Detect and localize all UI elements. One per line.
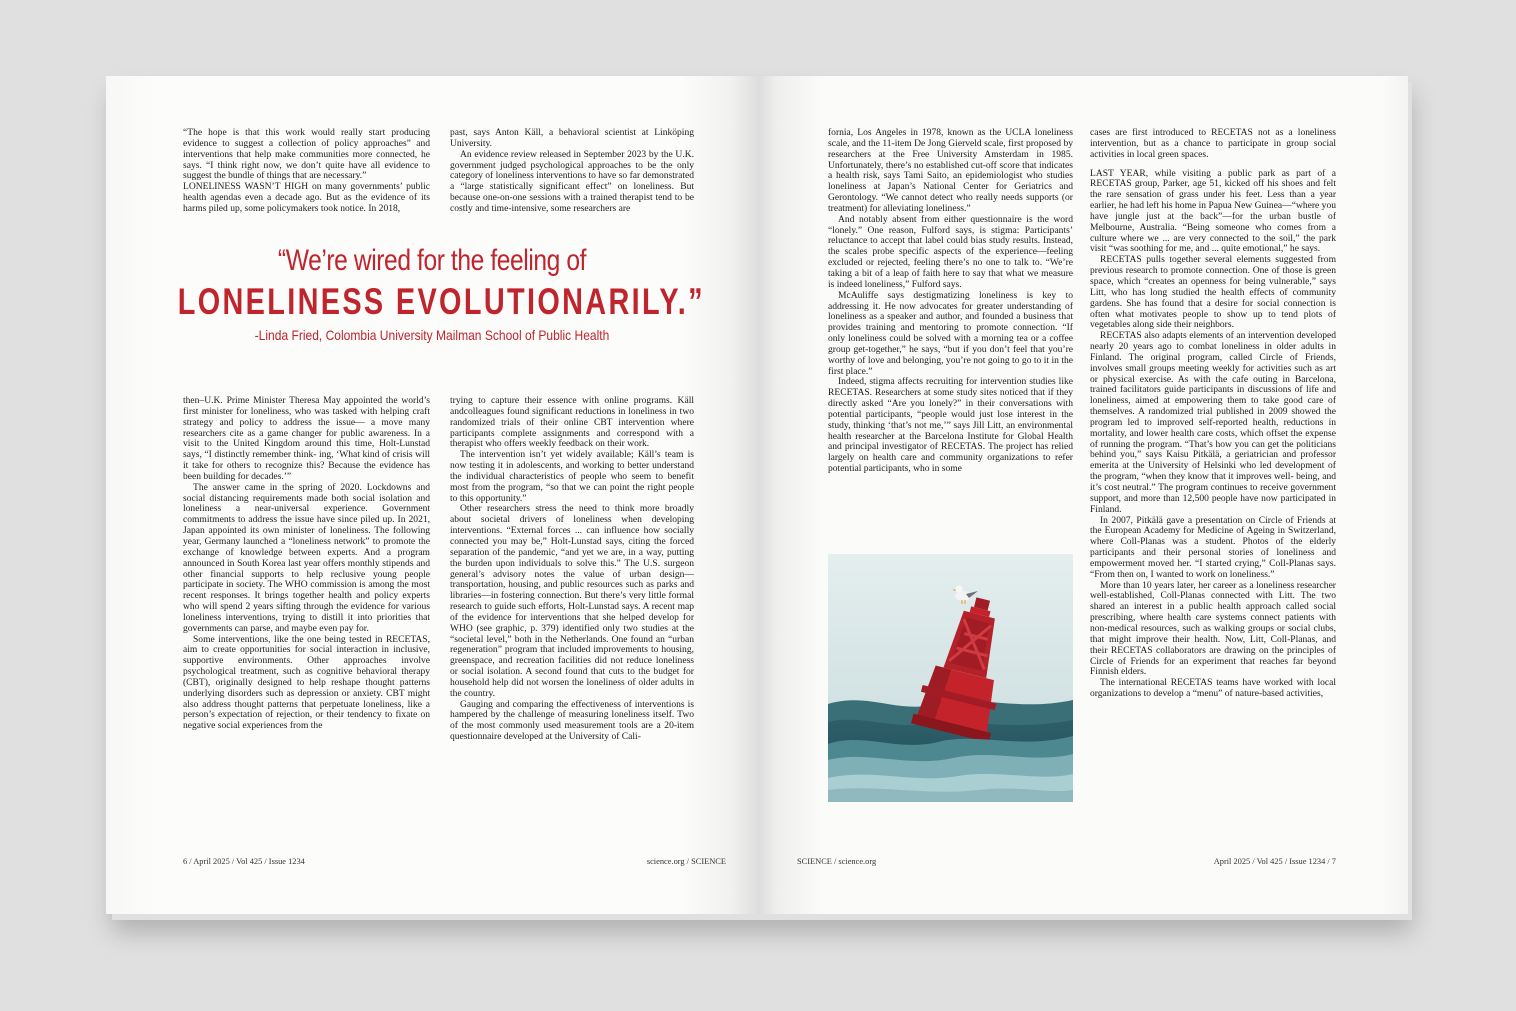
paragraph: The answer came in the spring of 2020. Lockdowns and social distancing requirements made both social isolation and loneliness a near-universal experience. Government commitments to address the issue have since piled up. In 2021, Japan appointed its own minister of loneliness. The following year, Germany launched a “loneliness network” to promote the exchange of knowledge between experts. And a program announced in South Korea last year offers monthly stipends and other financial supports to help reclusive young people participate in society. The WHO commission is among the most recent responses. It brings together health and policy experts who will spend 2 years sifting through the evidence for various loneliness interventions, trying to distill it into priorities that governments can parse, and maybe even pay for. xyxy=(183,481,430,634)
paragraph: LONELINESS WASN’T HIGH on many governments’ public health agendas even a decade ago. But as the evidence of its harms piled up, some policymakers took notice. In 2018, xyxy=(183,181,430,214)
paragraph: The intervention isn’t yet widely available; Käll’s team is now testing it in adolescents, and working to better understand the individual characteristics of people who seem to benefit most from the program, “so that we can point the right people to this opportunity.” xyxy=(450,449,694,504)
paragraph: Other researchers stress the need to think more broadly about societal drivers of loneliness when developing interventions. “External forces ... can influence how socially connected you may be,” Holt-Lunstad says, citing the forced separation of the pandemic, “and yet we are, in a way, putting the burden upon individuals to solve this.” The U.S. surgeon general’s advisory notes the value of urban design—transportation, housing, and public resources such as parks and libraries—in fostering connection. But there’s very little formal research to guide such efforts, Holt-Lunstad says. A recent map of the evidence for interventions that she helped develop for WHO (see graphic, p. 379) identified only two studies at the “societal level,” both in the Netherlands. One found an “urban regeneration” program that included improvements to housing, greenspace, and recreation facilities did not reduce loneliness or social isolation. A second found that cuts to the budget for household help did not worsen the loneliness of older adults in the country. xyxy=(450,503,694,699)
paragraph: then–U.K. Prime Minister Theresa May appointed the world’s first minister for loneliness, who was tasked with helping craft strategy and policy to address the issue— a move many researchers cite as a game changer for public awareness. In a visit to the United Kingdom around this time, Holt-Lunstad says, “I distinctly remember think- ing, ‘What kind of crisis will it take for others to recognize this? Because the evidence has been building for decades.’” xyxy=(183,396,430,482)
paragraph: fornia, Los Angeles in 1978, known as the UCLA loneliness scale, and the 11-item De Jong Gierveld scale, first proposed by researchers at the Free University Amsterdam in 1985. Unfortunately, there’s no established cut-off score that indicates a health risk, says Tami Saito, an epidemiologist who studies loneliness at Japan’s National Center for Geriatrics and Gerontology. “We cannot detect who really needs supports (or treatment) for alleviating loneliness.” xyxy=(828,128,1073,214)
paragraph: trying to capture their essence with online programs. Käll andcolleagues found significant reductions in loneliness in two randomized trials of their online CBT intervention where participants complete assignments and correspond with a therapist who offers weekly feedback on their work. xyxy=(450,396,694,450)
paragraph: cases are first introduced to RECETAS not as a loneliness intervention, but as a chance to participate in group social activities in local green spaces. xyxy=(1090,128,1336,160)
pull-quote xyxy=(106,244,758,344)
right-col2 xyxy=(1090,128,1336,808)
paragraph: An evidence review released in September 2023 by the U.K. government judged psychological approaches to be the only category of loneliness interventions to have so far demonstrated a “large statistically significant effect” on loneliness. But because one-on-one sessions with a trained therapist tend to be costly and time-intensive, some researchers are xyxy=(450,148,694,214)
paragraph: “The hope is that this work would really start producing evidence to suggest a collection of policy approaches” and interventions that help make communities more connected, he says. “I think right now, we don’t quite have all evidence to suggest the bundle of things that are necessary.” xyxy=(183,128,430,182)
folio-right-site: SCIENCE / science.org xyxy=(797,857,877,866)
left-col2-bottom xyxy=(450,396,694,810)
right-col1 xyxy=(828,128,1073,538)
paragraph: The international RECETAS teams have worked with local organizations to develop a “menu” of nature-based activities, xyxy=(1090,677,1336,700)
left-col1-top xyxy=(183,128,430,230)
paragraph: And notably absent from either questionnaire is the word “lonely.” One reason, Fulford says, is stigma: Participants’ reluctance to accept that label could bias study results. Instead, the scales probe specific aspects of the experience—feeling excluded or rejected, feeling there’s no one to talk to. “We’re taking a bit of a leap of faith here to say that what we measure is indeed loneliness,” Fulford says. xyxy=(828,213,1073,290)
paragraph: McAuliffe says destigmatizing loneliness is key to addressing it. He now advocates for greater understanding of loneliness as a speaker and author, and founded a business that provides training and mentoring to promote connection. “If only loneliness could be solved with a morning tea or a coffee group get-together,” he says, “but if you don’t feel that you’re worthy of love and belonging, you’re not going to go to it in the first place.” xyxy=(828,289,1073,377)
paragraph: Indeed, stigma affects recruiting for intervention studies like RECETAS. Researchers at some study sites noticed that if they directly asked “Are you lonely?” in their conversations with potential participants, “people would just lose interest in the study, thinking ‘that’s not me,’” says Jill Litt, an environmental health researcher at the Barcelona Institute for Global Health and principal investigator of RECETAS. The project has relied largely on health care and community organizations to refer potential participants, who in some xyxy=(828,376,1073,475)
folio-left-issue: 6 / April 2025 / Vol 425 / Issue 1234 xyxy=(183,857,305,866)
pull-quote-line1: “We’re wired for the feeling of xyxy=(277,244,587,277)
buoy-illustration xyxy=(828,554,1073,802)
folio-left-site: science.org / SCIENCE xyxy=(646,857,726,866)
pull-quote-line2: LONELINESS EVOLUTIONARILY.” xyxy=(177,281,705,322)
paragraph: In 2007, Pitkälä gave a presentation on Circle of Friends at the European Academy for Medicine of Ageing in Switzerland, where Coll-Planas was a student. Photos of the elderly participants and their personal stories of loneliness and empowerment moved her. “I started crying,” Coll-Planas says. “From then on, I wanted to work on loneliness.” xyxy=(1090,514,1336,580)
folio-right-issue: April 2025 / Vol 425 / Issue 1234 / 7 xyxy=(1213,857,1336,866)
left-col2-top xyxy=(450,128,694,230)
paragraph: past, says Anton Käll, a behavioral scientist at Linköping University. xyxy=(450,128,694,149)
paragraph: More than 10 years later, her career as a loneliness researcher well-established, Coll-Planas connected with Litt. The two shared an interest in a public health approach called social prescribing, where health care systems connect patients with non-medical resources, such as walking groups or social clubs, that might improve their health. Now, Litt, Coll-Planas, and their RECETAS collaborators are drawing on the principles of Circle of Friends for an experiment that reaches far beyond Finnish elders. xyxy=(1090,579,1336,678)
paragraph: RECETAS also adapts elements of an intervention developed nearly 20 years ago to combat loneliness in older adults in Finland. The original program, called Circle of Friends, involves small groups meeting weekly for activities such as art or physical exercise. As with the cafe outing in Barcelona, trained facilitators guide participants in discussions of life and loneliness, aimed at empowering them to take good care of themselves. A randomized trial published in 2009 showed the program led to improved self-reported health, reductions in mortality, and lower health care costs, which offset the expense of running the program. “That’s how you can get the politicians behind you,” says Kaisu Pitkälä, a geriatrician and professor emerita at the University of Helsinki who led development of the program, “when they know that it improves well- being, and it’s cost neutral.” The program continues to receive government support, and more than 12,500 people have now participated in Finland. xyxy=(1090,330,1336,515)
paragraph: Some interventions, like the one being tested in RECETAS, aim to create opportunities for social interaction in inclusive, supportive environments. Other approaches involve psychological treatment, such as cognitive behavioral therapy (CBT), originally designed to help reshape thought patterns underlying disorders such as depression or anxiety. CBT might also address thought patterns that perpetuate loneliness, like a person’s expectation of rejection, or their tendency to fixate on negative social experiences from the xyxy=(183,633,430,732)
paragraph: RECETAS pulls together several elements suggested from previous research to promote connection. One of those is green space, which “creates an openness for being vulnerable,” says Litt, who has long studied the health effects of community gardens. She has found that a desire for social connection is often what motivates people to show up to tend plots of vegetables along side their neighbors. xyxy=(1090,254,1336,331)
buoy-illustration-svg xyxy=(828,554,1073,802)
left-page xyxy=(106,76,758,914)
left-col1-bottom xyxy=(183,396,430,810)
paragraph: Gauging and comparing the effectiveness of interventions is hampered by the challenge of measuring loneliness itself. Two of the most commonly used measurement tools are a 20-item questionnaire developed at the University of Cali- xyxy=(450,698,694,743)
right-page xyxy=(758,76,1408,914)
paragraph: LAST YEAR, while visiting a public park as part of a RECETAS group, Parker, age 51, kicked off his shoes and felt the rare sensation of grass under his feet. Less than a year earlier, he had left his home in Papua New Guinea—“where you have jungle just at the back”—for the urban bustle of Melbourne, Australia. “Being someone who comes from a culture where we ... are very connected to the soil,” the park visit “was soothing for me, and ... quite emotional,” he says. xyxy=(1090,167,1336,255)
pull-quote-attribution: -Linda Fried, Colombia University Mailman School of Public Health xyxy=(254,327,610,343)
